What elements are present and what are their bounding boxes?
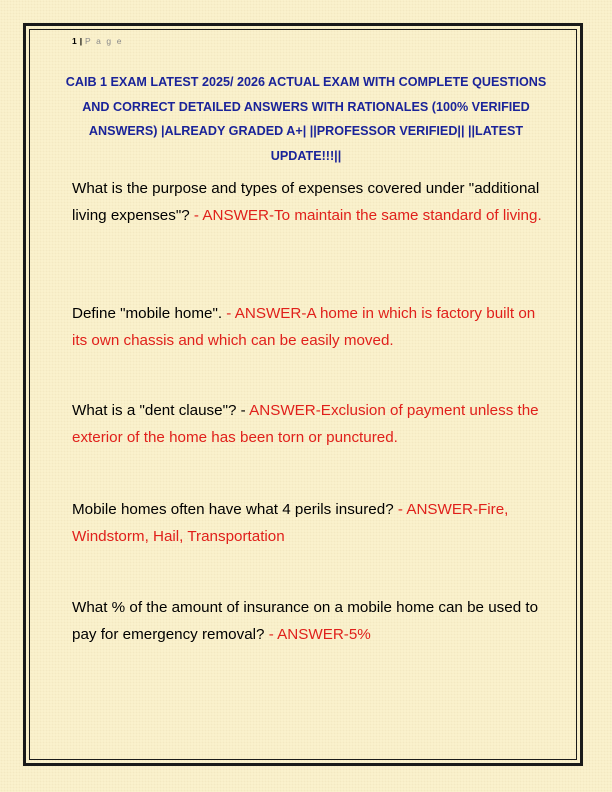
document-title: CAIB 1 EXAM LATEST 2025/ 2026 ACTUAL EXAM WITH COMPLETE QUESTIONS AND CORRECT DETAILED ANSWERS WITH RATIONALES (100% VERIFIED ANSWERS) |ALREADY GRADED A+| ||PROFESSOR VERIFIED|| ||LATEST UPDATE!!!|| [65, 75, 547, 163]
page-label: P a g e [85, 36, 124, 46]
answer-text: - ANSWER-A home in which is factory built on its own chassis and which can be easily moved. [72, 305, 536, 349]
question-text: Mobile homes often have what 4 perils insured? [72, 501, 398, 518]
qa-item [72, 176, 547, 229]
page-header [72, 36, 123, 46]
qa-item [72, 301, 547, 354]
answer-text: - ANSWER-Fire, Windstorm, Hail, Transportation [72, 501, 509, 545]
answer-text: ANSWER-Exclusion of payment unless the exterior of the home has been torn or punctured. [72, 402, 539, 446]
question-text: What % of the amount of insurance on a mobile home can be used to pay for emergency removal? [72, 599, 539, 643]
qa-item [72, 398, 547, 451]
question-text: What is the purpose and types of expenses covered under "additional living expenses"? [72, 180, 540, 224]
answer-text: - ANSWER-To maintain the same standard of living. [193, 206, 542, 224]
page-number: 1 [72, 36, 78, 46]
question-text: What is a "dent clause"? - [72, 402, 250, 419]
qa-item [72, 497, 547, 550]
page-separator: | [77, 36, 86, 46]
qa-item [72, 595, 547, 648]
question-text: Define "mobile home". [72, 305, 227, 322]
answer-text: - ANSWER-5% [268, 625, 371, 643]
